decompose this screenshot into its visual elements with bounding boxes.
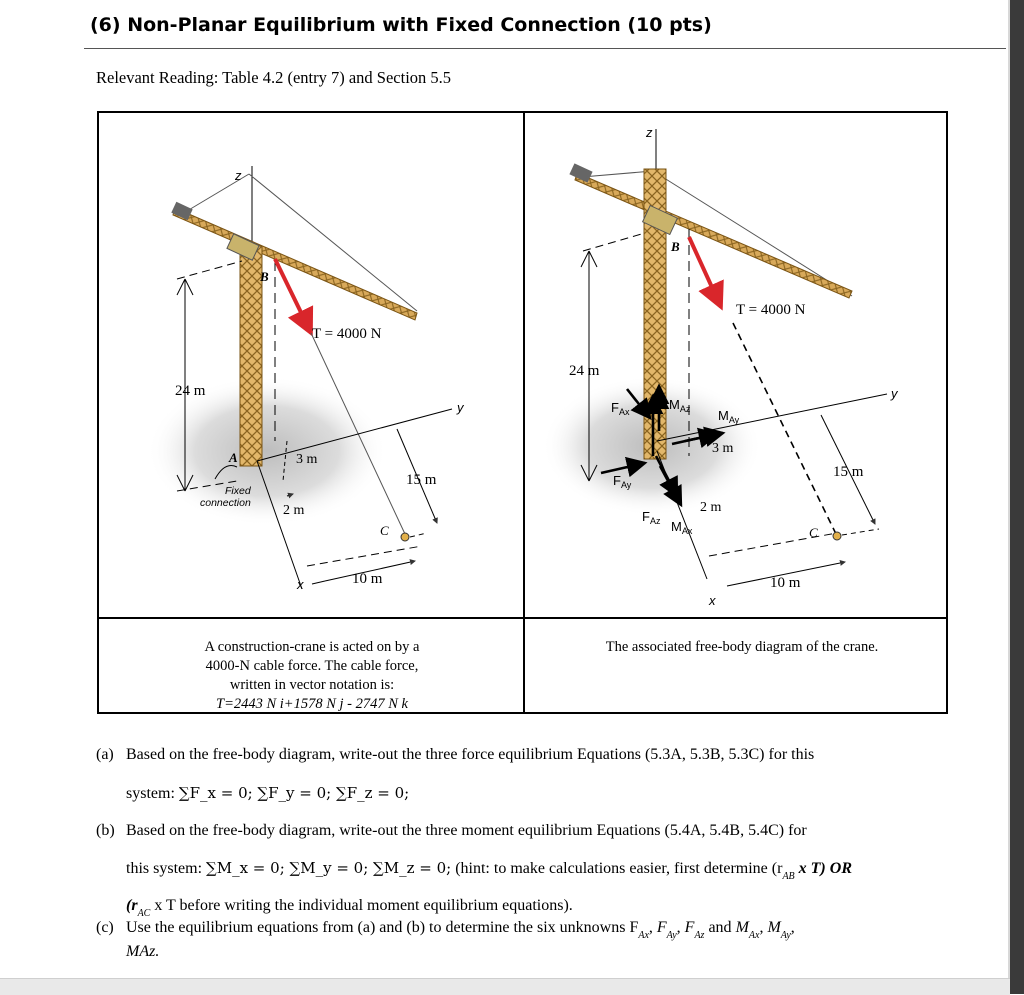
title-divider	[84, 48, 1006, 49]
label-FAx: $F_{Ax}$	[611, 400, 630, 417]
caption-left-line2: 4000-N cable force. The cable force,	[205, 658, 419, 674]
label-fixed: Fixed	[225, 485, 251, 497]
label-z-right: z	[646, 125, 653, 140]
crane-tower	[240, 246, 262, 466]
problem-title: (6) Non-Planar Equilibrium with Fixed Connection (10 pts)	[90, 14, 712, 36]
figure-table	[97, 111, 949, 715]
question-c-text: Use the equilibrium equations from (a) and (b) to determine the six unknowns F	[126, 919, 639, 936]
cable-force-vector: T=2443 N i+1578 N j - 2747 N k	[216, 696, 408, 712]
label-B-right: B	[671, 239, 680, 254]
label-FAy: $F_{Ay}$	[613, 473, 632, 490]
relevant-reading: Relevant Reading: Table 4.2 (entry 7) and Section 5.5	[96, 68, 452, 87]
label-height-right: 24 m	[569, 363, 600, 379]
tension-arrow-right	[689, 237, 721, 307]
label-y-right: y	[891, 386, 898, 401]
label-10m: 10 m	[352, 571, 383, 587]
label-15m-right: 15 m	[833, 464, 864, 480]
caption-left-line3: written in vector notation is:	[229, 677, 395, 693]
figure-svg	[97, 111, 949, 715]
label-C-right: C	[809, 525, 818, 540]
window-border-bottom	[0, 978, 1010, 995]
label-10m-right: 10 m	[770, 575, 801, 591]
hint-cross-product: x T) OR	[798, 860, 852, 877]
free-body-diagram-right	[542, 125, 899, 608]
label-3m-right: 3 m	[712, 441, 734, 456]
question-a	[96, 744, 814, 766]
question-a-system-label: system:	[126, 785, 175, 802]
label-x: x	[297, 577, 304, 592]
force-equilibrium-equations: ∑F_x = 0; ∑F_y = 0; ∑F_z = 0;	[178, 784, 410, 802]
label-MAx: $M_{Ax}$	[671, 519, 693, 536]
question-c-label: (c)	[96, 919, 114, 936]
question-b-hint: (hint: to make calculations easier, first determine (r	[455, 860, 783, 877]
window-border-right	[1010, 0, 1024, 994]
question-b-equations	[126, 859, 852, 882]
question-c-tail: MAz.	[126, 943, 160, 960]
label-height: 24 m	[175, 383, 206, 399]
label-tension: T = 4000 N	[312, 326, 382, 342]
question-b	[96, 820, 807, 842]
label-3m: 3 m	[296, 452, 318, 467]
label-2m-right: 2 m	[700, 500, 722, 515]
label-x-right: x	[709, 593, 716, 608]
label-15m: 15 m	[406, 472, 437, 488]
label-connection: connection	[200, 497, 251, 509]
moment-equilibrium-equations: ∑M_x = 0; ∑M_y = 0; ∑M_z = 0;	[206, 859, 452, 877]
label-tension-right: T = 4000 N	[736, 302, 806, 318]
hint-sub-ab: AB	[782, 871, 795, 882]
question-a-equations	[126, 784, 409, 803]
label-B: B	[260, 269, 269, 284]
label-MAy: $M_{Ay}$	[718, 408, 740, 425]
question-b-text: Based on the free-body diagram, write-out the three moment equilibrium Equations (5.4A, 5.4B, 5.4C) for	[126, 822, 807, 839]
question-c: (c) Use the equilibrium equations from (a) and (b) to determine the six unknowns $F_{Ax}$, $F_{Ay}$, $F_{Az}$ and $M_{Ax}$, $M_{Ay}$,	[96, 919, 795, 941]
label-C: C	[380, 523, 389, 538]
question-a-text: Based on the free-body diagram, write-out the three force equilibrium Equations (5.3A, 5.3B, 5.3C) for this	[126, 746, 815, 763]
question-b-label: (b)	[96, 822, 115, 839]
caption-left	[177, 638, 447, 714]
label-y: y	[457, 400, 464, 415]
hint-r-ac: (r	[126, 897, 138, 914]
question-b-line3-text: x T before writing the individual moment equilibrium equations).	[154, 897, 573, 914]
question-a-label: (a)	[96, 746, 114, 763]
caption-right: The associated free-body diagram of the crane.	[605, 639, 879, 655]
label-MAz: $M_{Az}$	[669, 397, 691, 414]
crane-diagram-left	[147, 166, 465, 592]
caption-left-line1: A construction-crane is acted on by a	[204, 639, 420, 655]
label-2m: 2 m	[283, 503, 305, 518]
question-b-system-label: this system:	[126, 860, 203, 877]
question-b-line3	[126, 897, 573, 919]
hint-sub-ac: AC	[137, 908, 151, 919]
label-z: z	[235, 168, 242, 183]
label-A: A	[229, 450, 238, 465]
label-FAz: $F_{Az}$	[642, 509, 661, 526]
